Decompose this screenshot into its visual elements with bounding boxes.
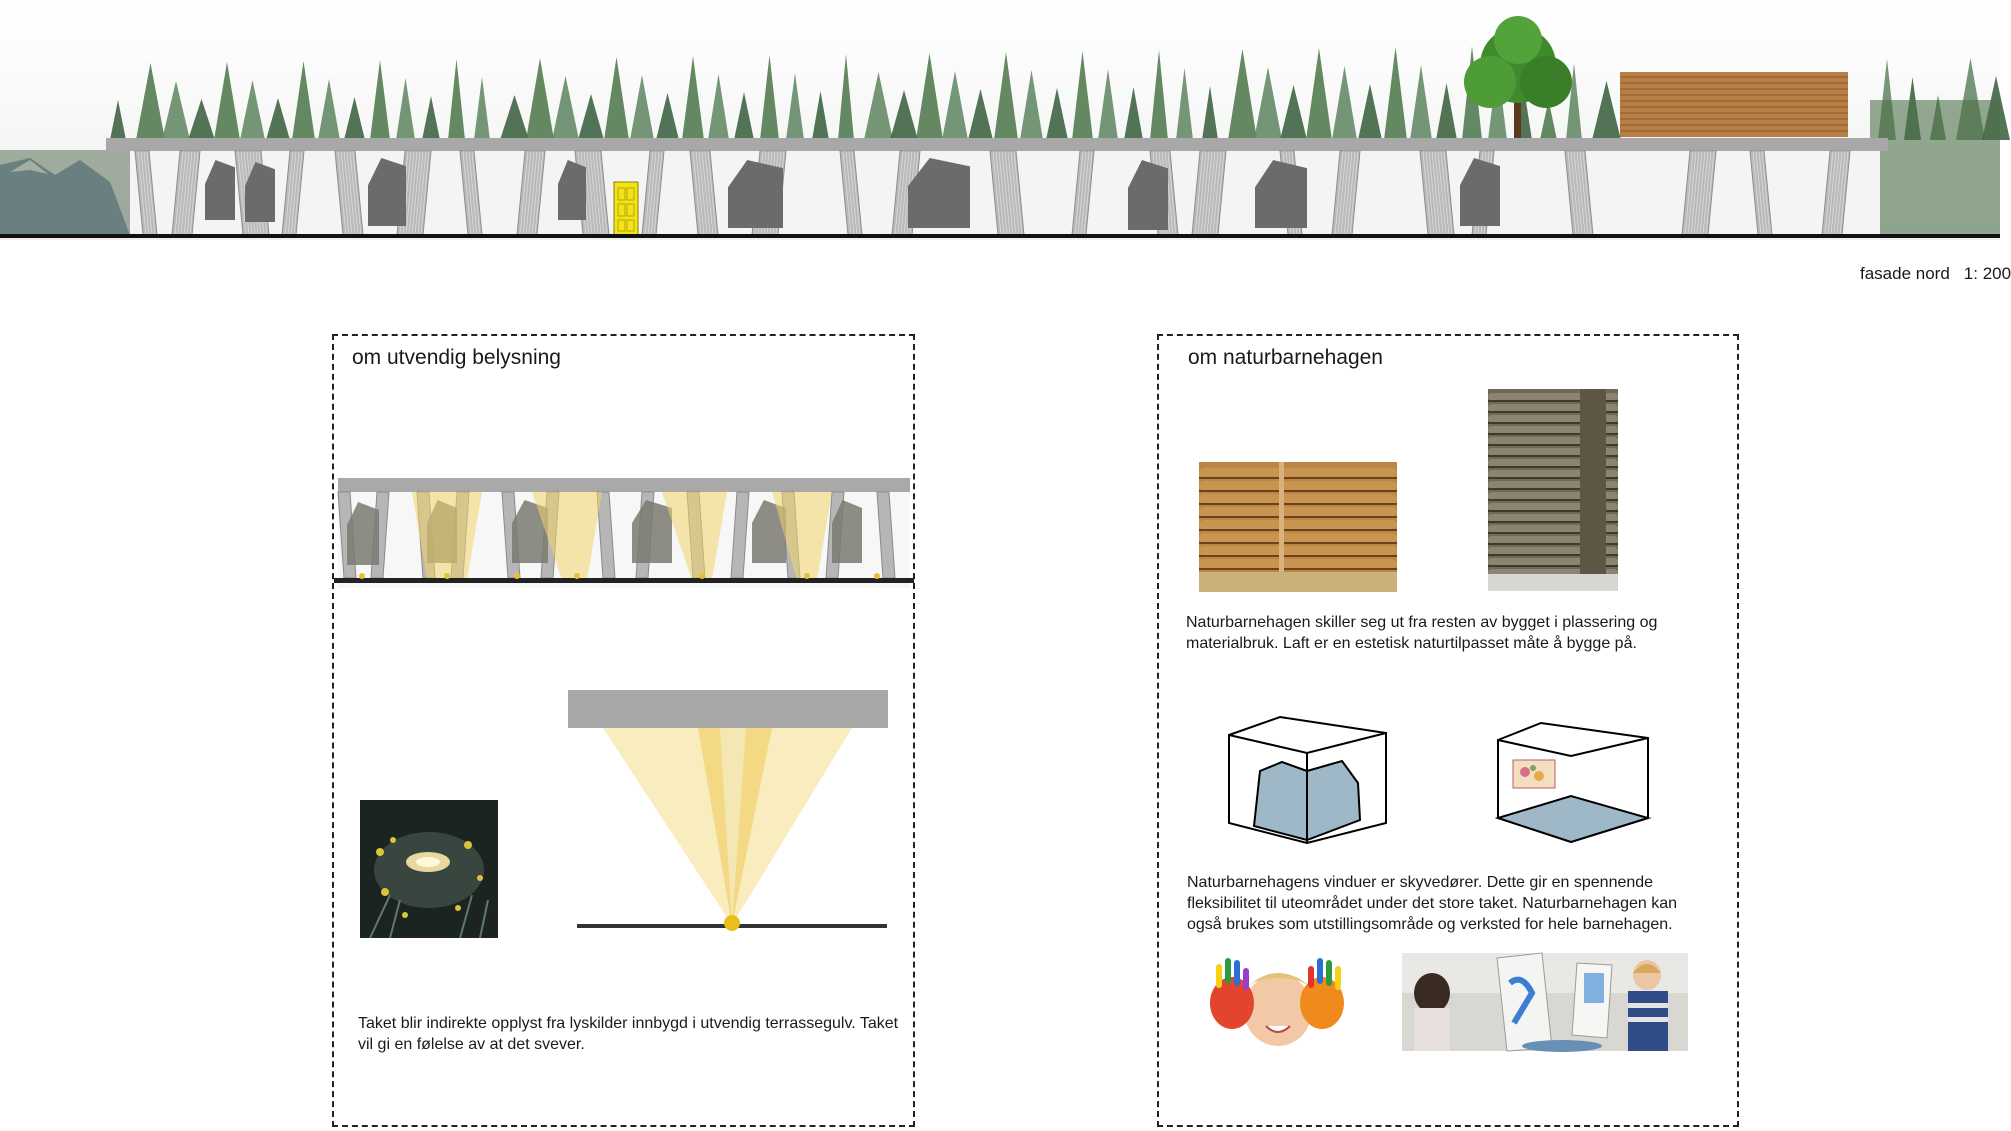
floating-roof (106, 138, 1888, 151)
room-box-floor-diagram (1493, 720, 1653, 848)
painted-hands-photo (1204, 948, 1352, 1052)
light-cone-icon (560, 685, 900, 935)
log-wall-photo (1199, 462, 1397, 592)
north-facade-elevation (0, 0, 2000, 245)
ground-line (0, 234, 2000, 238)
nature-panel-title: om naturbarnehagen (1188, 346, 1383, 369)
elevation-caption (1860, 264, 2011, 284)
lighting-panel-title: om utvendig belysning (352, 346, 561, 369)
children-painting-photo (1402, 953, 1688, 1051)
nature-text-2: Naturbarnehagens vinduer er skyvedører. Dette gir en spennende fleksibilitet til uteområdet under det store taket. Naturbarnehagen kan også brukes som utstillingsområde og verksted for hele barnehagen. (1187, 874, 1678, 933)
old-log-wall-photo (1488, 389, 1618, 591)
door-icon (614, 182, 638, 235)
elevation-scale: 1: 200 (1963, 264, 2011, 283)
nature-text-1: Naturbarnehagen skiller seg ut fra resten av bygget i plassering og materialbruk. Laft er en estetisk naturtilpasset måte å bygge på. (1186, 614, 1658, 652)
elevation-label: fasade nord (1860, 264, 1950, 283)
lighting-description: Taket blir indirekte opplyst fra lyskilder innbygd i utvendig terrassegulv. Taket vil gi en følelse av at det svever. (358, 1015, 899, 1053)
room-box-window-diagram (1224, 715, 1390, 847)
ground-light-photo (360, 800, 498, 938)
lit-facade-section (332, 470, 915, 590)
